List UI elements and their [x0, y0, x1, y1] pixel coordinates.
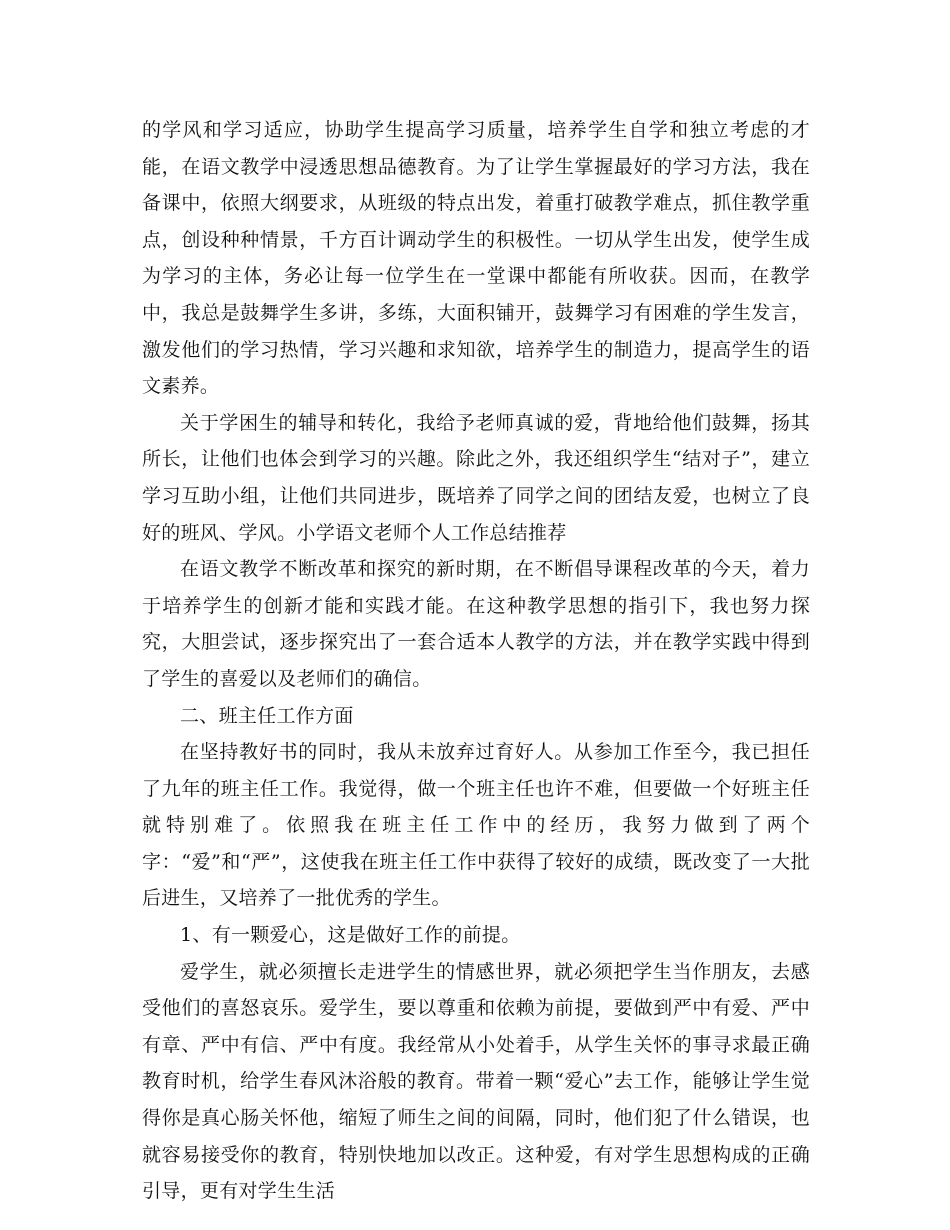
paragraph-continuation: 的学风和学习适应，协助学生提高学习质量，培养学生自学和独立考虑的才能，在语文教学中浸透思想品德教育。为了让学生掌握最好的学习方法，我在备课中，依照大纲要求，从班级的特点出发，着重打破教学难点，抓住教学重点，创设种种情景，千方百计调动学生的积极性。一切从学生出发，使学生成为学习的主体，务必让每一位学生在一堂课中都能有所收获。因而，在教学中，我总是鼓舞学生多讲，多练，大面积铺开，鼓舞学习有困难的学生发言，激发他们的学习热情，学习兴趣和求知欲，培养学生的制造力，提高学生的语文素养。 [142, 119, 810, 398]
paragraph-underachiever-tutoring: 关于学困生的辅导和转化，我给予老师真诚的爱，背地给他们鼓舞，扬其所长，让他们也体会到学习的兴趣。除此之外，我还组织学生“结对子”，建立学习互助小组，让他们共同进步，既培养了同学之间的团结友爱，也树立了良好的班风、学风。小学语文老师个人工作总结推荐 [142, 411, 810, 544]
subheading-loving-heart: 1、有一颗爱心，这是做好工作的前提。 [180, 924, 521, 947]
paragraph-class-teacher-work: 在坚持教好书的同时，我从未放弃过育好人。从参加工作至今，我已担任了九年的班主任工作。我觉得，做一个班主任也许不难，但要做一个好班主任就特别难了。依照我在班主任工作中的经历，我努力做到了两个字：“爱”和“严”，这使我在班主任工作中获得了较好的成绩，既改变了一大批后进生，又培养了一批优秀的学生。 [142, 741, 810, 910]
paragraph-love-students: 爱学生，就必须擅长走进学生的情感世界，就必须把学生当作朋友，去感受他们的喜怒哀乐。爱学生，要以尊重和依赖为前提，要做到严中有爱、严中有章、严中有信、严中有度。我经常从小处着手，从学生关怀的事寻求最正确教育时机，给学生春风沐浴般的教育。带着一颗“爱心”去工作，能够让学生觉得你是真心肠关怀他，缩短了师生之间的间隔，同时，他们犯了什么错误，也就容易接受你的教育，特别快地加以改正。这种爱，有对学生思想构成的正确引导，更有对学生生活 [142, 960, 810, 1203]
paragraph-teaching-reform: 在语文教学不断改革和探究的新时期，在不断倡导课程改革的今天，着力于培养学生的创新才能和实践才能。在这种教学思想的指引下，我也努力探究，大胆尝试，逐步探究出了一套合适本人教学的方法，并在教学实践中得到了学生的喜爱以及老师们的确信。 [142, 558, 810, 690]
section-heading-class-teacher: 二、班主任工作方面 [180, 704, 354, 727]
document-body [142, 112, 810, 1210]
